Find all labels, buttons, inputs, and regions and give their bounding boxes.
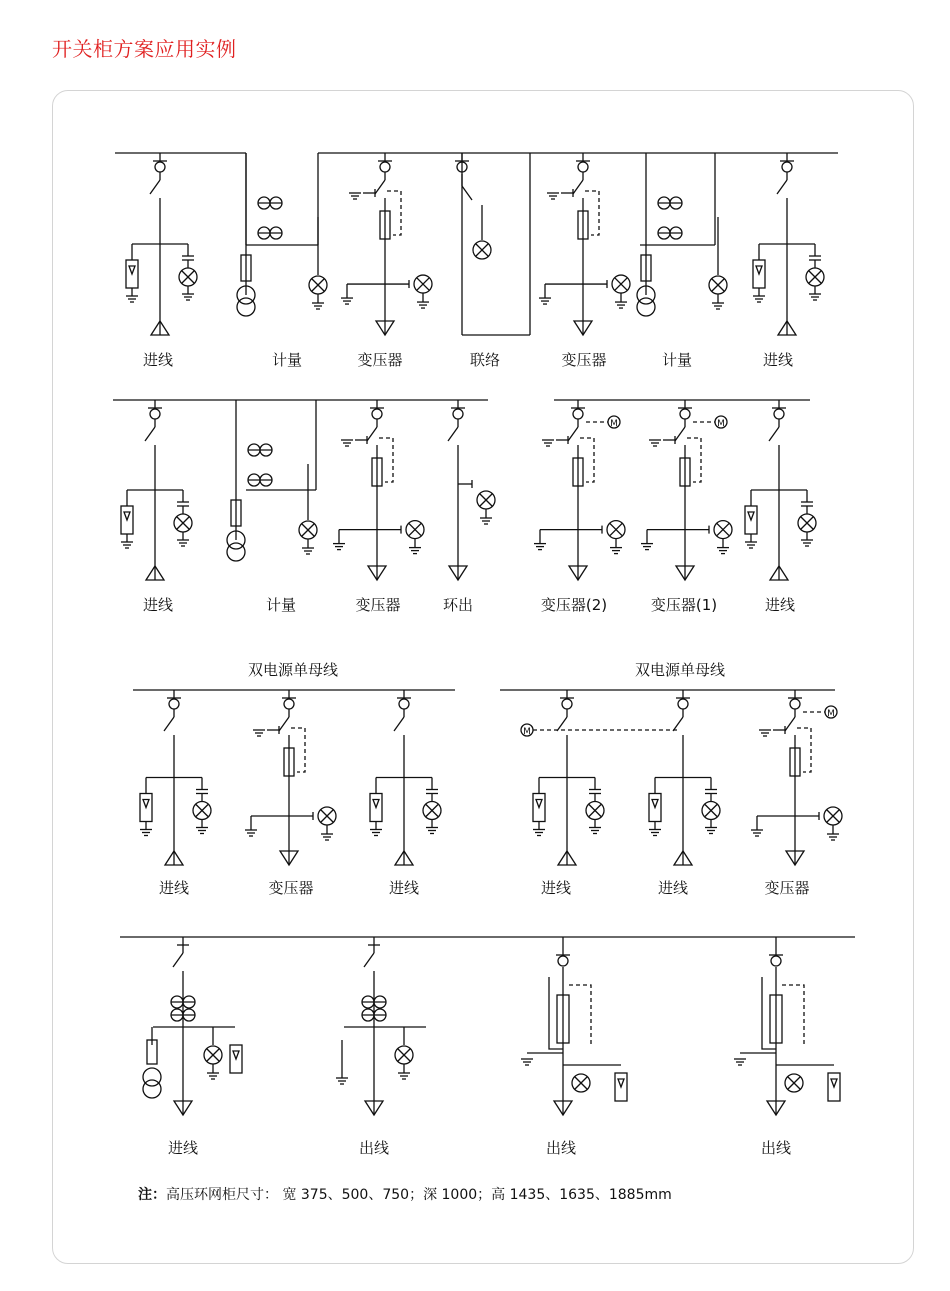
page-title: 开关柜方案应用实例 (52, 37, 237, 61)
row1-label-0: 进线 (142, 351, 174, 369)
interlock-link (387, 191, 401, 235)
disconnector-icon (399, 699, 409, 709)
disconnector-icon (453, 409, 463, 419)
arrester-icon (124, 512, 130, 520)
row1-label-3: 联络 (469, 351, 501, 369)
row3-group-title-0: 双电源单母线 (247, 661, 339, 679)
arrester-icon (536, 800, 542, 808)
row2-label-3: 环出 (442, 596, 474, 614)
disconnector-icon (771, 956, 781, 966)
wire (762, 977, 776, 1049)
row3-label-0: 进线 (158, 879, 190, 897)
feeder-labels (143, 351, 810, 1157)
motor-operator-label: M (827, 709, 835, 719)
size-note (138, 1184, 672, 1204)
note-text: 高压环网柜尺寸： 宽 375、500、750；深 1000；高 1435、1635、1885mm (166, 1187, 672, 1203)
load-switch-icon (568, 427, 578, 441)
arrester-icon (143, 800, 149, 808)
load-switch-icon (279, 717, 289, 731)
interlock-link (291, 728, 305, 772)
interlock-link (585, 191, 599, 235)
load-switch-icon (394, 717, 404, 731)
disconnector-icon (578, 162, 588, 172)
load-switch-icon (173, 953, 183, 967)
disconnector-icon (155, 162, 165, 172)
row4-label-1: 出线 (358, 1139, 390, 1157)
row1-label-4: 变压器 (561, 351, 607, 369)
voltage-transformer-icon (227, 543, 245, 561)
interlock-link (797, 728, 811, 772)
row2-label-6: 进线 (764, 596, 796, 614)
load-switch-icon (145, 427, 155, 441)
row1-label-2: 变压器 (357, 351, 403, 369)
motor-operator-label: M (523, 727, 531, 737)
disconnector-icon (678, 699, 688, 709)
load-switch-icon (364, 953, 374, 967)
row2-label-4: 变压器(2) (540, 596, 608, 614)
arrester-icon (373, 800, 379, 808)
disconnector-icon (782, 162, 792, 172)
row2-label-2: 变压器 (355, 596, 401, 614)
row1-label-5: 计量 (661, 351, 693, 369)
load-switch-icon (375, 180, 385, 194)
interlock-link (782, 985, 804, 1047)
arrester-icon (129, 266, 135, 274)
note-prefix: 注： (138, 1187, 166, 1203)
disconnector-icon (573, 409, 583, 419)
arrester-icon (756, 266, 762, 274)
motor-operator-label: M (717, 419, 725, 429)
row3-label-2: 进线 (388, 879, 420, 897)
load-switch-icon (785, 717, 795, 731)
row2-label-0: 进线 (142, 596, 174, 614)
interlock-link (580, 438, 594, 482)
load-switch-icon (673, 717, 683, 731)
load-switch-icon (150, 180, 160, 194)
arrester-icon (618, 1079, 624, 1087)
load-switch-icon (367, 427, 377, 441)
disconnector-icon (774, 409, 784, 419)
row1-label-6: 进线 (762, 351, 794, 369)
load-switch-icon (769, 427, 779, 441)
row3-label-3: 进线 (540, 879, 572, 897)
disconnector-icon (372, 409, 382, 419)
row3-label-4: 进线 (657, 879, 689, 897)
wire (462, 186, 472, 200)
load-switch-icon (557, 717, 567, 731)
row2-label-1: 计量 (265, 596, 297, 614)
motor-operator-label: M (610, 419, 618, 429)
voltage-transformer-icon (237, 298, 255, 316)
disconnector-icon (790, 699, 800, 709)
row2-label-5: 变压器(1) (650, 596, 718, 614)
load-switch-icon (777, 180, 787, 194)
load-switch-icon (675, 427, 685, 441)
row3-label-5: 变压器 (764, 879, 810, 897)
interlock-link (569, 985, 591, 1047)
wire (549, 977, 563, 1049)
row1-label-1: 计量 (271, 351, 303, 369)
disconnector-icon (380, 162, 390, 172)
voltage-transformer-icon (143, 1080, 161, 1098)
arrester-icon (831, 1079, 837, 1087)
arrester-icon (652, 800, 658, 808)
load-switch-icon (164, 717, 174, 731)
row3-group-title-1: 双电源单母线 (634, 661, 726, 679)
disconnector-icon (150, 409, 160, 419)
row4-label-2: 出线 (545, 1139, 577, 1157)
load-switch-icon (573, 180, 583, 194)
disconnector-icon (680, 409, 690, 419)
interlock-link (687, 438, 701, 482)
interlock-link (379, 438, 393, 482)
load-switch-icon (448, 427, 458, 441)
disconnector-icon (169, 699, 179, 709)
wiring (113, 153, 855, 1115)
row4-label-0: 进线 (167, 1139, 199, 1157)
arrester-icon (748, 512, 754, 520)
disconnector-icon (562, 699, 572, 709)
voltage-transformer-icon (637, 298, 655, 316)
disconnector-icon (284, 699, 294, 709)
row4-label-3: 出线 (760, 1139, 792, 1157)
row3-label-1: 变压器 (268, 879, 314, 897)
arrester-icon (233, 1051, 239, 1059)
disconnector-icon (558, 956, 568, 966)
